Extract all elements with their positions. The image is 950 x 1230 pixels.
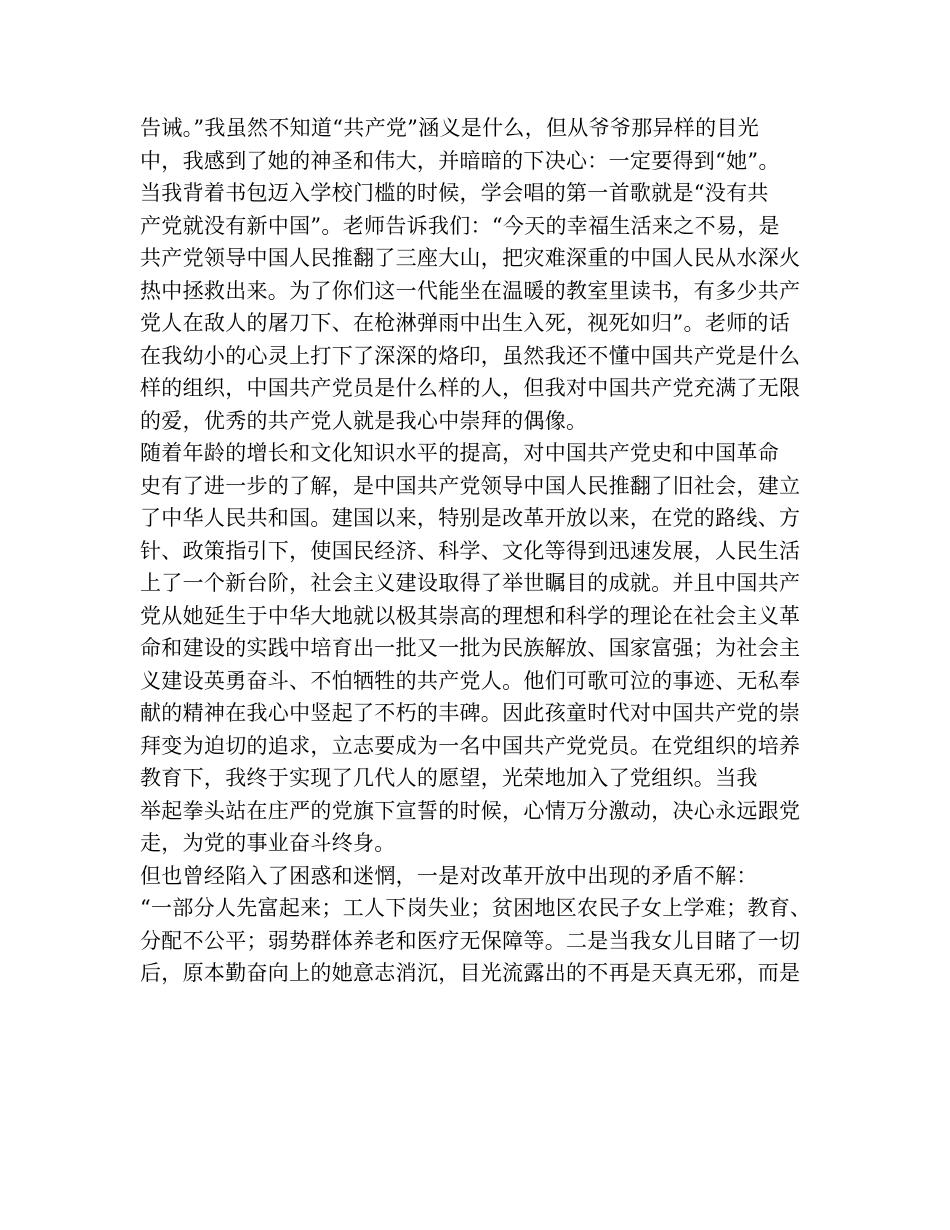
text-line: 中，我感到了她的神圣和伟大，并暗暗的下决心：一定要得到“她”。 <box>140 148 780 173</box>
text-line: 义建设英勇奋斗、不怕牺牲的共产党人。他们可歌可泣的事迹、无私奉 <box>140 668 801 693</box>
text-line: 样的组织，中国共产党员是什么样的人，但我对中国共产党充满了无限 <box>140 376 801 400</box>
text-line: 分配不公平；弱势群体养老和医疗无保障等。二是当我女儿目睹了一切 <box>140 928 801 953</box>
text-line: 针、政策指引下，使国民经济、科学、文化等得到迅速发展，人民生活 <box>140 538 801 563</box>
text-line: 后，原本勤奋向上的她意志消沉，目光流露出的不再是天真无邪，而是 <box>140 961 801 985</box>
text-line: 告诫。”我虽然不知道“共产党”涵义是什么，但从爷爷那异样的目光 <box>140 116 760 140</box>
text-line: 共产党领导中国人民推翻了三座大山，把灾难深重的中国人民从水深火 <box>140 246 801 270</box>
text-line: 教育下，我终于实现了几代人的愿望，光荣地加入了党组织。当我 <box>140 766 758 790</box>
document-body <box>140 112 840 990</box>
text-line: 献的精神在我心中竖起了不朽的丰碑。因此孩童时代对中国共产党的崇 <box>140 701 801 725</box>
text-line: 拜变为迫切的追求，立志要成为一名中国共产党党员。在党组织的培养 <box>140 733 801 758</box>
text-line: 当我背着书包迈入学校门槛的时候，学会唱的第一首歌就是“没有共 <box>140 181 769 205</box>
text-line: 命和建设的实践中培育出一批又一批为民族解放、国家富强；为社会主 <box>140 636 801 660</box>
text-line: 党人在敌人的屠刀下、在枪淋弹雨中出生入死，视死如归”。老师的话 <box>140 311 791 335</box>
text-line: 举起拳头站在庄严的党旗下宣誓的时候，心情万分激动，决心永远跟党 <box>140 798 801 823</box>
text-line: 了中华人民共和国。建国以来，特别是改革开放以来，在党的路线、方 <box>140 506 801 530</box>
text-line: 在我幼小的心灵上打下了深深的烙印，虽然我还不懂中国共产党是什么 <box>140 343 801 368</box>
text-line: 上了一个新台阶，社会主义建设取得了举世瞩目的成就。并且中国共产 <box>140 571 801 595</box>
text-line: 但也曾经陷入了困惑和迷惘，一是对改革开放中出现的矛盾不解： <box>140 863 758 888</box>
text-line: 热中拯救出来。为了你们这一代能坐在温暖的教室里读书，有多少共产 <box>140 278 801 303</box>
text-line: 史有了进一步的了解，是中国共产党领导中国人民推翻了旧社会，建立 <box>140 473 801 498</box>
text-line: 走，为党的事业奋斗终身。 <box>140 831 396 855</box>
text-line: 产党就没有新中国”。老师告诉我们：“今天的幸福生活来之不易，是 <box>140 213 780 238</box>
text-line: 随着年龄的增长和文化知识水平的提高，对中国共产党史和中国革命 <box>140 441 779 465</box>
text-line: 的爱，优秀的共产党人就是我心中崇拜的偶像。 <box>140 408 588 433</box>
text-line: “一部分人先富起来；工人下岗失业；贫困地区农民子女上学难；教育、 <box>140 896 812 920</box>
text-line: 党从她延生于中华大地就以极其崇高的理想和科学的理论在社会主义革 <box>140 603 801 628</box>
